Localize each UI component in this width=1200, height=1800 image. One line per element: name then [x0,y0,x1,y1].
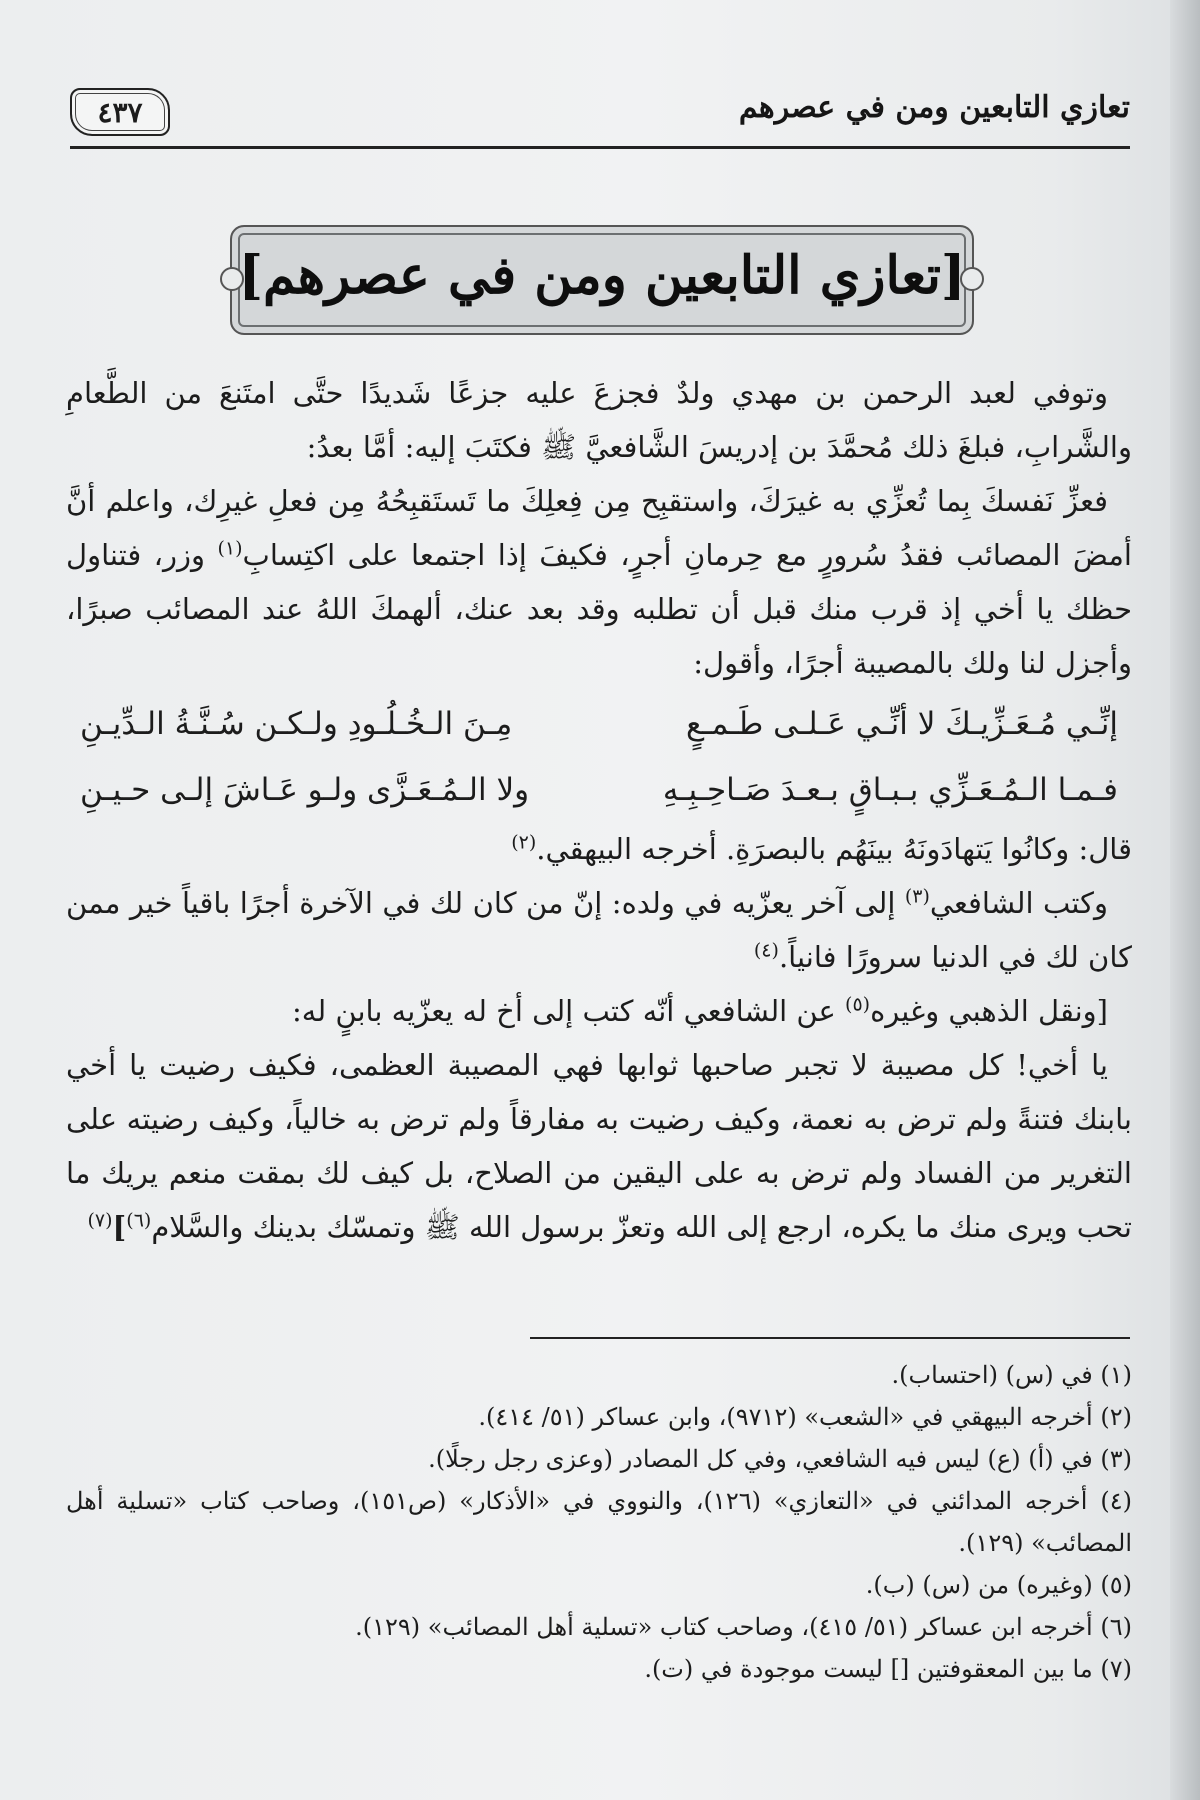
footnote-7 [66,1648,1132,1690]
footnote-ref-3: (٣) [904,885,930,908]
footnote-number: (٤) [1100,1487,1132,1515]
paragraph-3 [66,822,1132,876]
footnote-number: (٦) [1100,1613,1132,1641]
footnote-number: (٣) [1100,1445,1132,1473]
paragraph-6 [66,1038,1132,1254]
footnote-separator [530,1337,1130,1339]
footnote-number: (٥) [1100,1571,1132,1599]
footnote-text: في (أ) (ع) ليس فيه الشافعي، وفي كل المصادر (وعزى رجل رجلًا). [428,1445,1093,1473]
footnote-number: (١) [1100,1361,1132,1389]
footnote-ref-2: (٢) [511,831,537,854]
footnote-text: (وغيره) من (س) (ب). [865,1571,1093,1599]
chapter-heading-frame [230,225,974,335]
footnote-text: أخرجه ابن عساكر (٥١/ ٤١٥)، وصاحب كتاب «تسلية أهل المصائب» (١٢٩). [355,1613,1093,1641]
closing-bracket: ] [112,1210,127,1244]
paragraph-5-text-b: عن الشافعي أنّه كتب إلى أخ له يعزّيه بابنٍ له: [292,994,846,1028]
paragraph-4-text-a: وكتب الشافعي [929,886,1108,920]
page-number: ٤٣٧ [70,88,170,136]
footnote-number: (٢) [1100,1403,1132,1431]
footnote-text: في (س) (احتساب). [891,1361,1093,1389]
paragraph-4-text-b: إلى آخر يعزّيه في ولده: إنّ من كان لك في الآخرة أجرًا باقياً خير ممن كان لك في الدنيا سرورًا فانياً. [66,886,1132,974]
paragraph-5 [66,984,1132,1038]
footnote-1 [66,1354,1132,1396]
paragraph-2 [66,474,1132,690]
paragraph-2-text-b: وزر، فتناول حظك يا أخي إذ قرب منك قبل أن تطلبه وقد بعد عنك، ألهمكَ اللهُ عند المصائب صبرًا، وأجزل لنا ولك بالمصيبة أجرًا، وأقول: [66,538,1132,680]
paragraph-4 [66,876,1132,984]
verse-1-second-hemistich: مِـنَ الـخُـلُـودِ ولـكـن سُـنَّـةُ الـدِّيـنِ [80,706,513,742]
footnote-ref-6: (٦) [126,1209,152,1232]
verse-2-second-hemistich: ولا الـمُـعَـزَّى ولـو عَـاشَ إلـى حـيـنِ [80,772,530,808]
running-title: تعازي التابعين ومن في عصرهم [738,90,1130,125]
footnote-2 [66,1396,1132,1438]
page-edge-shadow [1170,0,1200,1800]
chapter-title: [تعازي التابعين ومن في عصرهم] [238,245,966,306]
paragraph-5-text-a: [ونقل الذهبي وغيره [870,994,1108,1028]
footnote-text: ما بين المعقوفتين [] ليست موجودة في (ت). [644,1655,1093,1683]
footnote-6 [66,1606,1132,1648]
footnote-ref-5: (٥) [845,993,871,1016]
footnote-ref-7: (٧) [87,1209,113,1232]
footnote-4 [66,1480,1132,1564]
header-rule [70,146,1130,149]
paragraph-2-text-a: فعزِّ نَفسكَ بِما تُعزِّي به غيرَكَ، واستقبِح مِن فِعلِكَ ما تَستَقبِحُهُ مِن فعلِ غيرِك، واعلم أنَّ أمضَ المصائب فقدُ سُرورٍ مع حِرمانِ أجرٍ، فكيفَ إذا اجتمعا على اكتِسابِ [66,484,1132,572]
footnote-ref-4: (٤) [753,939,779,962]
footnote-ref-1: (١) [217,537,243,560]
footnote-text: أخرجه المدائني في «التعازي» (١٢٦)، والنووي في «الأذكار» (ص١٥١)، وصاحب كتاب «تسلية أهل المصائب» (١٢٩). [66,1487,1132,1557]
verse-2-first-hemistich: فـمـا الـمُـعَـزِّي بـبـاقٍ بـعـدَ صَـاحِـبِـهِ [662,772,1118,808]
running-header [70,88,1130,148]
verse-line-2 [66,756,1132,822]
footnote-5 [66,1564,1132,1606]
paragraph-6-text: يا أخي! كل مصيبة لا تجبر صاحبها ثوابها فهي المصيبة العظمى، فكيف رضيت يا أخي بابنك فتنةً ولم ترض به نعمة، وكيف رضيت به مفارقاً ولم ترض به خالياً، وكيف رضيته على التغرير من الفساد ولم ترض به على اليقين من الصلاح، بل كيف لك بمقت منعم يريك ما تحب ويرى منك ما يكره، ارجع إلى الله وتعزّ برسول الله ﷺ وتمسّك بدينك والسَّلام [66,1048,1132,1244]
paragraph-1: وتوفي لعبد الرحمن بن مهدي ولدٌ فجزعَ عليه جزعًا شَديدًا حتَّى امتَنعَ من الطَّعامِ والشَّرابِ، فبلغَ ذلك مُحمَّدَ بن إدريسَ الشَّافعيَّ ﷺ فكتَبَ إليه: أمَّا بعدُ: [66,376,1132,464]
footnotes [66,1354,1132,1690]
verse-1-first-hemistich: إنِّـي مُـعَـزِّيـكَ لا أنِّـي عَـلـى طَـمـعٍ [686,706,1118,742]
body-text [66,366,1132,1254]
verse-line-1 [66,690,1132,756]
footnote-text: أخرجه البيهقي في «الشعب» (٩٧١٢)، وابن عساكر (٥١/ ٤١٤). [478,1403,1093,1431]
footnote-3 [66,1438,1132,1480]
footnote-number: (٧) [1100,1655,1132,1683]
paragraph-3-text: قال: وكانُوا يَتهادَونَهُ بينَهُم بالبصرَةِ. أخرجه البيهقي. [536,832,1132,866]
